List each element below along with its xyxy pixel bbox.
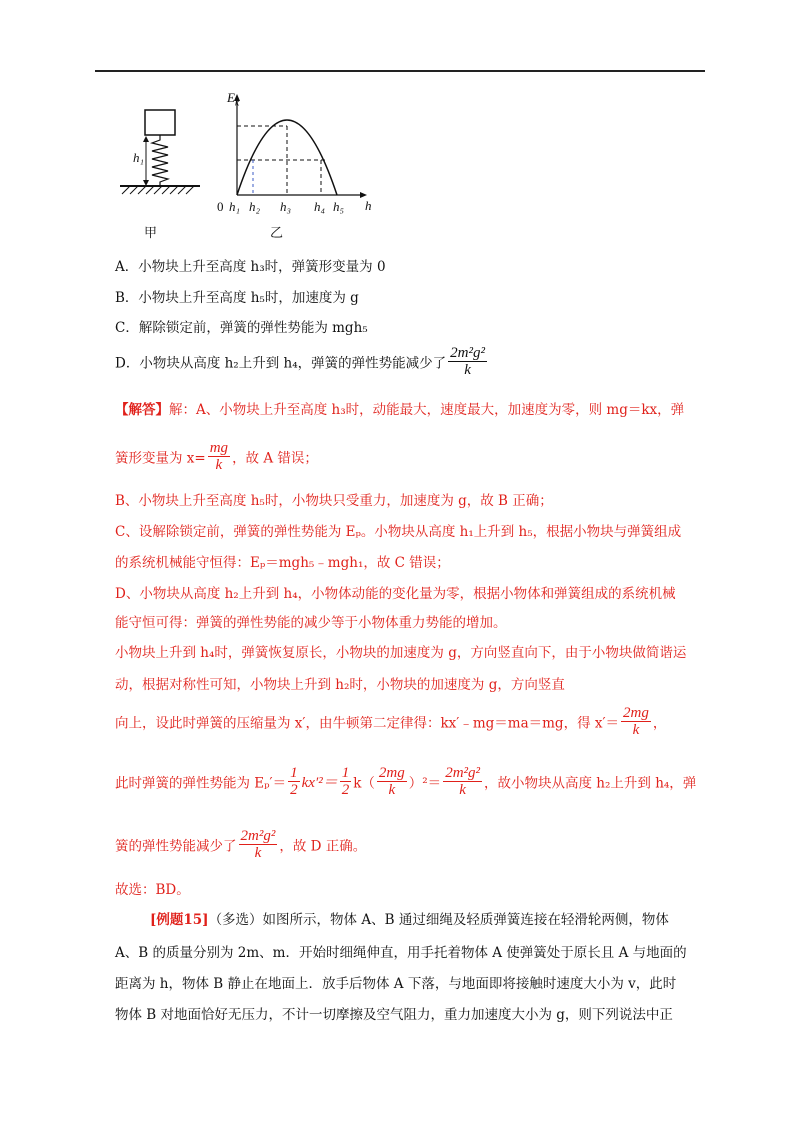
answer-line-2: 簧形变量为 x= $\frac{mg}{k}$ ，故 A 错误； — [115, 440, 318, 473]
tick-h3: h₃ — [280, 199, 292, 214]
tick-h4: h₄ — [314, 199, 326, 214]
example-line-1: [例题15]（多选）如图所示，物体 A、B 通过细绳及轻质弹簧连接在轻滑轮两侧，物体 — [150, 912, 669, 928]
tick-h1: h₁ — [229, 199, 241, 214]
answer-line-10: 向上，设此时弹簧的压缩量为 x′，由牛顿第二定律得：kx′﹣mg＝ma＝mg，得 x′＝ $\frac{2mg}{k}$ ， — [115, 705, 667, 738]
example-line-2: A、B 的质量分别为 2m、m．开始时细绳伸直，用手托着物体 A 使弹簧处于原长且 A 与地面的 — [115, 945, 687, 961]
option-a: A．小物块上升至高度 h₃时，弹簧形变量为 0 — [115, 259, 386, 275]
block — [145, 110, 175, 135]
spring-height-label: h₁ — [133, 150, 145, 165]
answer-line-7: 能守恒可得：弹簧的弹性势能的减少等于小物体重力势能的增加。 — [115, 615, 507, 631]
option-b: B．小物块上升至高度 h₅时，加速度为 g — [115, 290, 359, 306]
header-rule — [95, 70, 705, 72]
answer-line-8: 小物块上升到 h₄时，弹簧恢复原长，小物块的加速度为 g，方向竖直向下，由于小物块做简谐运 — [115, 645, 687, 661]
answer-line-6: D、小物块从高度 h₂上升到 h₄，小物体动能的变化量为零，根据小物体和弹簧组成的系统机械 — [115, 586, 676, 602]
option-c: C．解除锁定前，弹簧的弹性势能为 mgh₅ — [115, 320, 368, 336]
answer-line-1: 【解答】解：A、小物块上升至高度 h₃时，动能最大，速度最大，加速度为零，则 mg＝kx，弹 — [115, 402, 685, 418]
answer-line-12: 簧的弹性势能减少了 $\frac{\text{2m²g²}}{k}$ ，故 D 正确。 — [115, 828, 367, 861]
tick-0: 0 — [217, 199, 224, 214]
tick-h5: h₅ — [333, 199, 345, 214]
figure-jia — [110, 100, 210, 240]
ground-hatch — [122, 186, 194, 194]
answer-choice: 故选：BD。 — [115, 882, 190, 898]
option-d: D．小物块从高度 h₂上升到 h₄，弹簧的弹性势能减少了 $\frac{\text{2m²g²}}{k}$ — [115, 345, 485, 378]
answer-line-11: 此时弹簧的弹性势能为 Eₚ′＝ $\frac{1}{2}$ kx′²＝ $\frac{1}{2}$ k（ $\frac{2mg}{k}$ ）²＝ $\frac{\text{2m²g²}}{k}$ ，故小物块从高度 h₂上升到 h₄，弹 — [115, 765, 697, 798]
example-line-4: 物体 B 对地面恰好无压力，不计一切摩擦及空气阻力，重力加速度大小为 g，则下列说法中正 — [115, 1007, 673, 1023]
figure-yi — [215, 90, 385, 210]
answer-line-9: 动，根据对称性可知，小物块上升到 h₂时，小物块的加速度为 g，方向竖直 — [115, 677, 565, 693]
y-axis-label: $E_k$ — [227, 90, 239, 108]
answer-line-5: 的系统机械能守恒得：Eₚ＝mgh₅﹣mgh₁，故 C 错误； — [115, 555, 450, 571]
answer-line-4: C、设解除锁定前，弹簧的弹性势能为 Eₚ。小物块从高度 h₁上升到 h₅，根据小物块与弹簧组成 — [115, 524, 682, 540]
example-line-3: 距离为 h，物体 B 静止在地面上．放手后物体 A 下落，与地面即将接触时速度大小为 v，此时 — [115, 976, 677, 992]
x-axis-label: h — [365, 198, 372, 213]
tick-h2: h₂ — [249, 199, 261, 214]
answer-line-3: B、小物块上升至高度 h₅时，小物块只受重力，加速度为 g，故 B 正确； — [115, 493, 553, 509]
arrow-head-up — [143, 136, 149, 142]
spring-coil — [152, 135, 168, 186]
label-yi: 乙 — [270, 225, 284, 240]
label-jia: 甲 — [144, 225, 158, 240]
